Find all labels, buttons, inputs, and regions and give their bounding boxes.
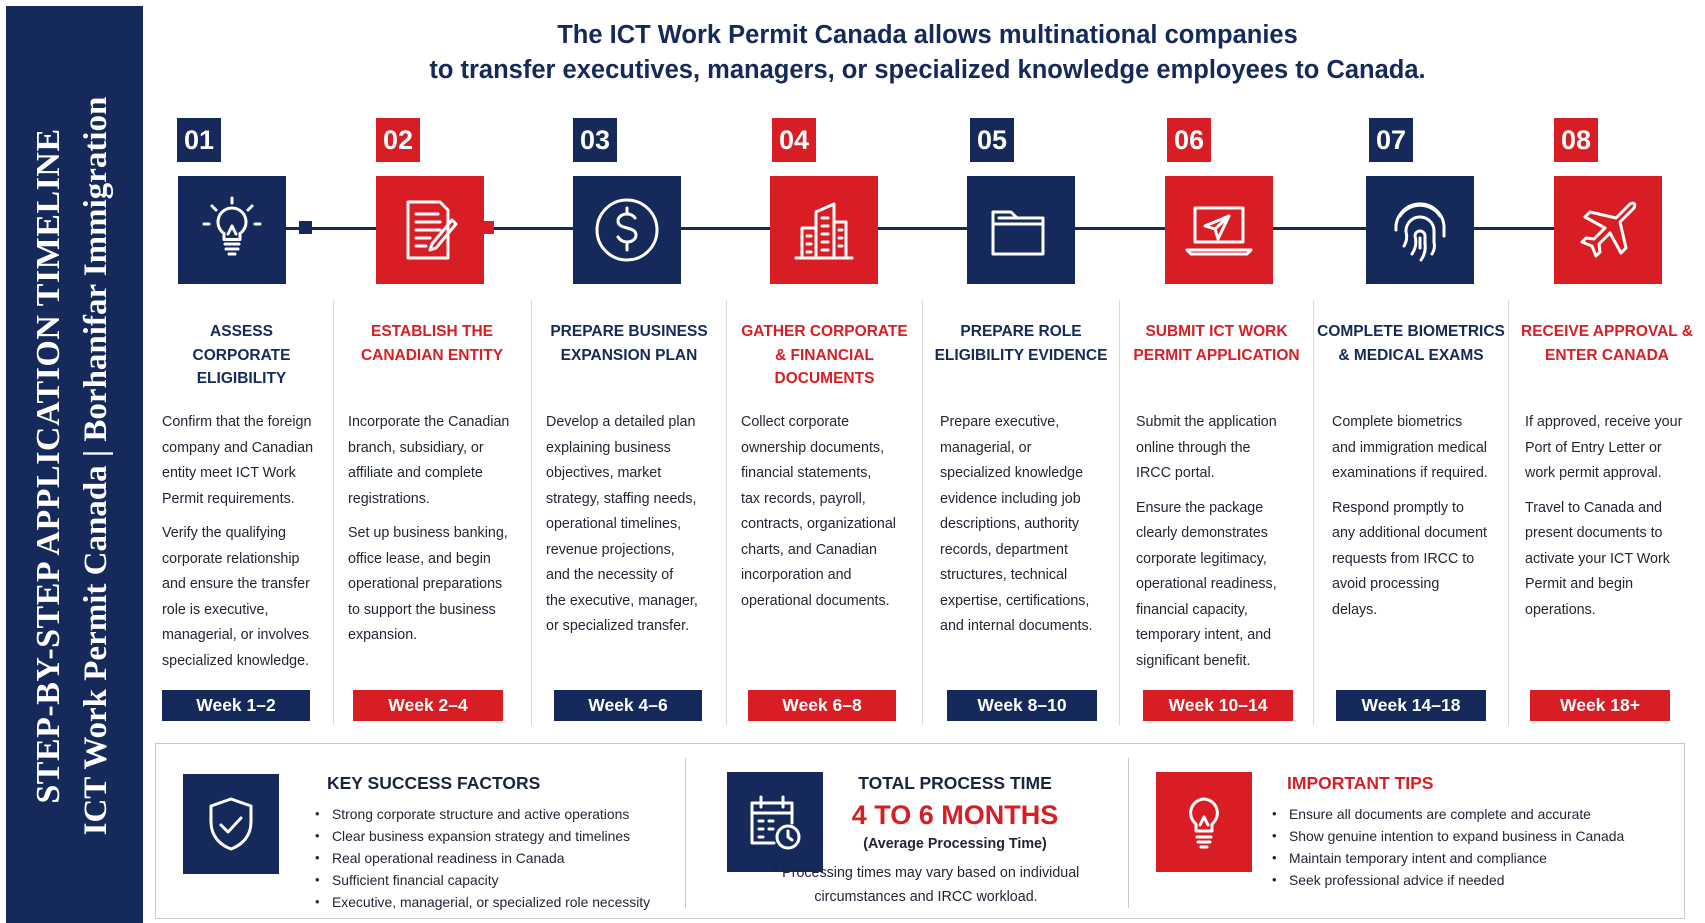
step-paragraph bbox=[348, 410, 524, 512]
list-item: • Maintain temporary intent and compliance bbox=[1272, 847, 1624, 869]
text-line: charts, and Canadian bbox=[741, 541, 877, 558]
text-line: ownership documents, bbox=[741, 439, 885, 456]
total-time-subtitle: (Average Processing Time) bbox=[863, 836, 1047, 852]
text-line: company and Canadian bbox=[162, 439, 314, 456]
summary-panel bbox=[155, 743, 1685, 919]
step-title bbox=[923, 320, 1119, 367]
connector-dot bbox=[299, 221, 312, 234]
step-number: 03 bbox=[573, 118, 617, 162]
step-title-line: ENTER CANADA bbox=[1545, 346, 1669, 364]
step-description bbox=[546, 410, 720, 649]
step-title-line: PREPARE BUSINESS bbox=[550, 323, 708, 340]
step-column bbox=[1509, 320, 1705, 720]
text-line: any additional document bbox=[1332, 525, 1487, 541]
step-description bbox=[1525, 410, 1705, 632]
week-badge: Week 1–2 bbox=[162, 690, 310, 721]
text-line: managerial, or bbox=[940, 439, 1032, 456]
side-band-subtitle: ICT Work Permit Canada | Borhanifar Immigration bbox=[78, 96, 114, 836]
step-title-line: & MEDICAL EXAMS bbox=[1338, 346, 1484, 364]
text-line: and ensure the transfer bbox=[162, 576, 310, 592]
step-description bbox=[162, 410, 327, 683]
shield-check-icon bbox=[183, 774, 279, 874]
panel-divider bbox=[685, 758, 686, 908]
step-paragraph bbox=[741, 410, 916, 614]
step-paragraph bbox=[1136, 410, 1307, 487]
text-line: present documents to bbox=[1525, 525, 1663, 541]
text-line: tax records, payroll, bbox=[741, 490, 866, 507]
text-line: specialized knowledge bbox=[940, 465, 1084, 481]
step-paragraph bbox=[1525, 410, 1705, 487]
text-line: Verify the qualifying bbox=[162, 525, 286, 541]
text-line: Confirm that the foreign bbox=[162, 414, 312, 430]
step-description bbox=[1136, 410, 1307, 683]
step-column bbox=[727, 320, 922, 720]
total-time-value: 4 TO 6 MONTHS bbox=[851, 800, 1059, 830]
step-paragraph bbox=[1525, 496, 1705, 624]
note-line: * Processing times may vary based on individual bbox=[772, 865, 1080, 881]
text-line: Ensure the package bbox=[1136, 499, 1264, 516]
week-badge: Week 2–4 bbox=[353, 690, 503, 721]
step-title bbox=[1509, 320, 1705, 367]
step-title-line: ESTABLISH THE bbox=[371, 323, 493, 340]
list-item: • Clear business expansion strategy and timelines bbox=[315, 825, 650, 847]
step-title bbox=[727, 320, 922, 391]
step-title bbox=[1314, 320, 1508, 367]
text-line: operational timelines, bbox=[546, 516, 682, 532]
step-title-line: SUBMIT ICT WORK bbox=[1145, 323, 1288, 340]
list-item: • Seek professional advice if needed bbox=[1272, 869, 1624, 891]
step-column bbox=[532, 320, 726, 720]
step-paragraph bbox=[162, 410, 327, 512]
text-line: objectives, market bbox=[546, 465, 662, 481]
text-line: Prepare executive, bbox=[940, 414, 1060, 430]
text-line: managerial, or involves bbox=[162, 627, 310, 643]
step-title bbox=[532, 320, 726, 367]
side-band-title: STEP-BY-STEP APPLICATION TIMELINE bbox=[30, 128, 67, 804]
text-line: online through the bbox=[1136, 439, 1251, 456]
text-line: and the necessity of bbox=[546, 567, 674, 583]
calendar-clock-icon bbox=[727, 772, 823, 872]
text-line: and immigration medical bbox=[1332, 439, 1487, 456]
text-line: affiliate and complete bbox=[348, 465, 483, 481]
key-success-title: KEY SUCCESS FACTORS bbox=[327, 773, 541, 793]
list-item: • Real operational readiness in Canada bbox=[315, 847, 650, 869]
step-title bbox=[334, 320, 530, 367]
text-line: avoid processing bbox=[1332, 576, 1440, 592]
list-item: • Executive, managerial, or specialized role necessity bbox=[315, 891, 650, 913]
side-band bbox=[6, 6, 143, 923]
step-column bbox=[150, 320, 333, 720]
step-number: 07 bbox=[1369, 118, 1413, 162]
step-number: 08 bbox=[1554, 118, 1598, 162]
text-line: descriptions, authority bbox=[940, 516, 1080, 532]
text-line: Incorporate the Canadian bbox=[348, 414, 510, 430]
text-line: and internal documents. bbox=[940, 618, 1093, 634]
step-title bbox=[1120, 320, 1313, 367]
text-line: Complete biometrics bbox=[1332, 414, 1463, 430]
step-column bbox=[1314, 320, 1508, 720]
text-line: operational readiness, bbox=[1136, 576, 1277, 592]
heading-line-2: to transfer executives, managers, or specialized knowledge employees to Canada. bbox=[429, 56, 1426, 84]
week-badge: Week 18+ bbox=[1530, 690, 1670, 721]
text-line: Submit the application bbox=[1136, 414, 1277, 430]
text-line: Port of Entry Letter or bbox=[1525, 439, 1662, 456]
step-title-line: PREPARE ROLE bbox=[960, 323, 1082, 340]
text-line: branch, subsidiary, or bbox=[348, 439, 484, 456]
step-column bbox=[923, 320, 1119, 720]
text-line: evidence including job bbox=[940, 490, 1081, 507]
week-badge: Week 14–18 bbox=[1336, 690, 1486, 721]
text-line: Permit and begin bbox=[1525, 576, 1634, 592]
step-column bbox=[1120, 320, 1313, 720]
step-title-line: PERMIT APPLICATION bbox=[1133, 346, 1300, 364]
tips-title: IMPORTANT TIPS bbox=[1287, 773, 1434, 793]
step-number: 02 bbox=[376, 118, 420, 162]
text-line: operational documents. bbox=[741, 592, 890, 609]
step-paragraph bbox=[546, 410, 720, 640]
step-title bbox=[150, 320, 333, 391]
text-line: contracts, organizational bbox=[741, 516, 896, 532]
text-line: Travel to Canada and bbox=[1525, 499, 1662, 516]
step-title-line: ELIGIBILITY bbox=[196, 370, 287, 387]
list-item: • Ensure all documents are complete and accurate bbox=[1272, 803, 1624, 825]
step-paragraph bbox=[940, 410, 1113, 640]
text-line: registrations. bbox=[348, 490, 430, 507]
text-line: explaining business bbox=[546, 439, 671, 456]
text-line: corporate relationship bbox=[162, 550, 300, 567]
lightbulb-icon bbox=[1156, 772, 1252, 872]
step-description bbox=[1332, 410, 1502, 632]
list-item: • Strong corporate structure and active operations bbox=[315, 803, 650, 825]
text-line: If approved, receive your bbox=[1525, 414, 1683, 430]
text-line: entity meet ICT Work bbox=[162, 465, 296, 481]
step-title-line: & FINANCIAL bbox=[774, 346, 875, 364]
page-heading bbox=[150, 18, 1705, 88]
text-line: operational preparations bbox=[348, 576, 503, 592]
step-title-line: GATHER CORPORATE bbox=[741, 323, 908, 340]
step-title-line: ELIGIBILITY EVIDENCE bbox=[934, 346, 1108, 364]
text-line: role is executive, bbox=[162, 601, 269, 618]
step-title-line: EXPANSION PLAN bbox=[560, 346, 698, 364]
step-column bbox=[334, 320, 530, 720]
document-pen-icon bbox=[376, 176, 484, 284]
step-title-line: CANADIAN ENTITY bbox=[360, 346, 504, 364]
text-line: expertise, certifications, bbox=[940, 592, 1090, 609]
fingerprint-icon bbox=[1366, 176, 1474, 284]
text-line: records, department bbox=[940, 541, 1068, 558]
heading-line-1: The ICT Work Permit Canada allows multinational companies bbox=[557, 21, 1298, 49]
step-title-line: DOCUMENTS bbox=[774, 370, 875, 387]
text-line: Respond promptly to bbox=[1332, 499, 1464, 516]
step-number: 01 bbox=[177, 118, 221, 162]
text-line: financial capacity, bbox=[1136, 601, 1248, 618]
airplane-icon bbox=[1554, 176, 1662, 284]
text-line: work permit approval. bbox=[1525, 465, 1662, 481]
step-description bbox=[741, 410, 916, 623]
total-time-note bbox=[711, 861, 1141, 909]
text-line: financial statements, bbox=[741, 465, 872, 481]
text-line: Set up business banking, bbox=[348, 525, 508, 541]
text-line: strategy, staffing needs, bbox=[546, 490, 697, 507]
text-line: specialized knowledge. bbox=[162, 652, 310, 669]
step-number: 05 bbox=[970, 118, 1014, 162]
text-line: temporary intent, and bbox=[1136, 627, 1272, 643]
step-paragraph bbox=[162, 521, 327, 674]
laptop-send-icon bbox=[1165, 176, 1273, 284]
step-title-line: CORPORATE bbox=[192, 346, 291, 364]
text-line: requests from IRCC to bbox=[1332, 550, 1475, 567]
step-paragraph bbox=[348, 521, 524, 649]
text-line: office lease, and begin bbox=[348, 550, 491, 567]
step-title-line: COMPLETE BIOMETRICS bbox=[1317, 323, 1505, 340]
building-icon bbox=[770, 176, 878, 284]
step-title-line: ASSESS bbox=[210, 323, 273, 340]
text-line: structures, technical bbox=[940, 567, 1068, 583]
text-line: revenue projections, bbox=[546, 541, 675, 558]
text-line: the executive, manager, bbox=[546, 592, 698, 609]
lightbulb-icon bbox=[178, 176, 286, 284]
step-number: 06 bbox=[1167, 118, 1211, 162]
step-paragraph bbox=[1332, 410, 1502, 487]
key-success-list bbox=[315, 803, 650, 913]
total-time-title: TOTAL PROCESS TIME bbox=[858, 773, 1052, 793]
list-item: • Show genuine intention to expand business in Canada bbox=[1272, 825, 1624, 847]
step-paragraph bbox=[1332, 496, 1502, 624]
text-line: IRCC portal. bbox=[1136, 465, 1215, 481]
step-description bbox=[348, 410, 524, 658]
step-description bbox=[940, 410, 1113, 649]
text-line: operations. bbox=[1525, 601, 1596, 618]
text-line: significant benefit. bbox=[1136, 652, 1251, 669]
step-paragraph bbox=[1136, 496, 1307, 675]
step-title-line: RECEIVE APPROVAL & bbox=[1521, 323, 1693, 340]
tips-list bbox=[1272, 803, 1624, 891]
text-line: Develop a detailed plan bbox=[546, 414, 696, 430]
text-line: corporate legitimacy, bbox=[1136, 550, 1267, 567]
text-line: expansion. bbox=[348, 627, 418, 643]
list-item: • Sufficient financial capacity bbox=[315, 869, 650, 891]
week-badge: Week 6–8 bbox=[748, 690, 896, 721]
text-line: Permit requirements. bbox=[162, 490, 295, 507]
text-line: Collect corporate bbox=[741, 414, 850, 430]
week-badge: Week 4–6 bbox=[554, 690, 702, 721]
week-badge: Week 8–10 bbox=[947, 690, 1097, 721]
text-line: activate your ICT Work bbox=[1525, 550, 1670, 567]
note-line: circumstances and IRCC workload. bbox=[814, 889, 1038, 905]
text-line: or specialized transfer. bbox=[546, 618, 690, 634]
text-line: examinations if required. bbox=[1332, 465, 1488, 481]
dollar-icon bbox=[573, 176, 681, 284]
text-line: delays. bbox=[1332, 601, 1378, 618]
folder-icon bbox=[967, 176, 1075, 284]
step-number: 04 bbox=[772, 118, 816, 162]
text-line: clearly demonstrates bbox=[1136, 525, 1268, 541]
text-line: to support the business bbox=[348, 601, 496, 618]
week-badge: Week 10–14 bbox=[1143, 690, 1293, 721]
text-line: incorporation and bbox=[741, 567, 852, 583]
side-band-text bbox=[27, 97, 121, 836]
